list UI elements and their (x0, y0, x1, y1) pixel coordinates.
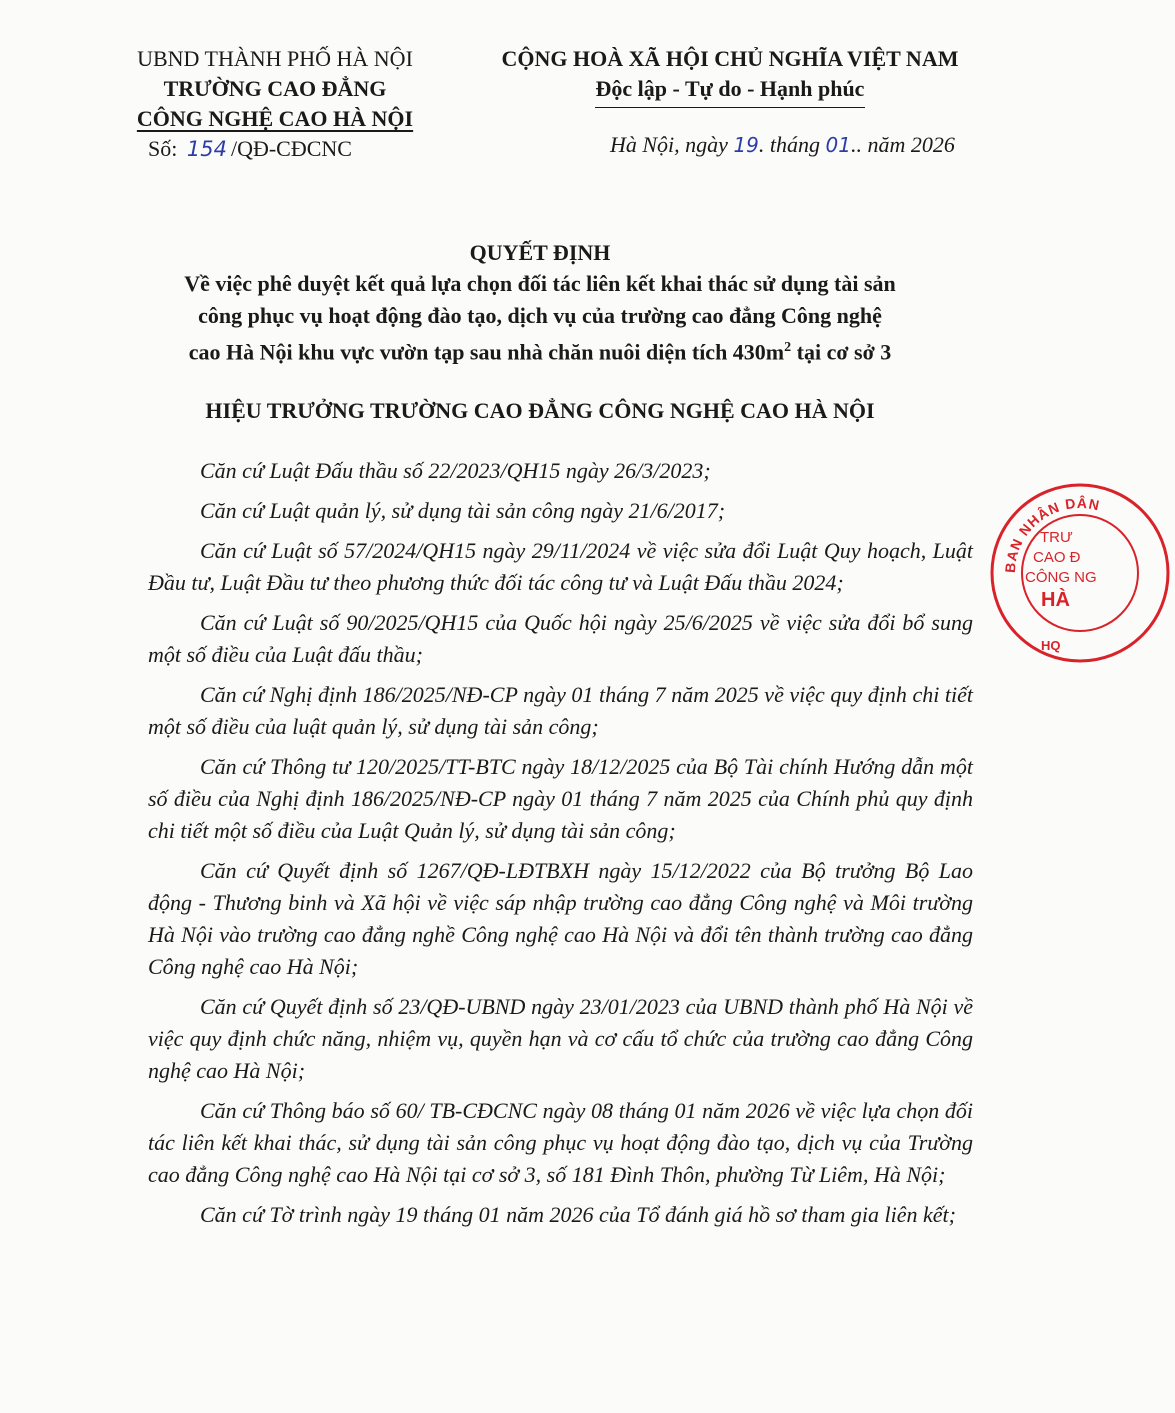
legal-basis-item: Căn cứ Quyết định số 23/QĐ-UBND ngày 23/01/2023 của UBND thành phố Hà Nội về việc quy định chức năng, nhiệm vụ, quyền hạn và cơ cấu tổ chức của trường cao đẳng Công nghệ cao Hà Nội; (148, 994, 973, 1083)
subject-line-3 (90, 332, 990, 368)
legal-basis-item: Căn cứ Thông báo số 60/ TB-CĐCNC ngày 08 tháng 01 năm 2026 về việc lựa chọn đối tác liên kết khai thác, sử dụng tài sản công phục vụ hoạt động đào tạo, dịch vụ của Trường cao đẳng Công nghệ cao Hà Nội tại cơ sở 3, số 181 Đình Thôn, phường Từ Liêm, Hà Nội; (148, 1098, 973, 1187)
official-seal (985, 478, 1175, 668)
issuing-agency (110, 44, 440, 134)
legal-basis-item: Căn cứ Quyết định số 1267/QĐ-LĐTBXH ngày 15/12/2022 của Bộ trưởng Bộ Lao động - Thương binh và Xã hội về việc sáp nhập trường cao đẳng Công nghệ và Môi trường Hà Nội vào trường cao đẳng nghề Công nghệ cao Hà Nội và đổi tên thành trường cao đẳng Công nghệ cao Hà Nội; (148, 858, 973, 979)
legal-basis-item: Căn cứ Luật số 57/2024/QH15 ngày 29/11/2024 về việc sửa đổi Luật Quy hoạch, Luật Đầu tư, Luật Đầu tư theo phương thức đối tác công tư và Luật Đấu thầu 2024; (148, 538, 973, 595)
seal-ring-text-bottom: HQ (1041, 638, 1061, 653)
issuing-authority: HIỆU TRƯỞNG TRƯỜNG CAO ĐẲNG CÔNG NGHỆ CAO HÀ NỘI (205, 398, 875, 423)
subject-line-3-end: tại cơ sở 3 (791, 339, 892, 365)
parent-agency: UBND THÀNH PHỐ HÀ NỘI (137, 46, 413, 71)
seal-inner-line-2: CAO Đ (1033, 549, 1081, 566)
date-month-label: . tháng (758, 132, 821, 157)
subject-line-2: công phục vụ hoạt động đào tạo, dịch vụ của trường cao đẳng Công nghệ (198, 303, 882, 328)
motto-underline (595, 107, 865, 108)
date-prefix: Hà Nội, ngày (610, 132, 728, 157)
decision-heading: QUYẾT ĐỊNH (469, 240, 611, 265)
country-name: CỘNG HOÀ XÃ HỘI CHỦ NGHĨA VIỆT NAM (501, 46, 959, 71)
subject-line-1: Về việc phê duyệt kết quả lựa chọn đối tác liên kết khai thác sử dụng tài sản (184, 271, 896, 296)
legal-basis-item: Căn cứ Luật quản lý, sử dụng tài sản công ngày 21/6/2017; (200, 498, 726, 523)
agency-name-line2: CÔNG NGHỆ CAO HÀ NỘI (136, 106, 414, 131)
area-unit-superscript: 2 (784, 340, 792, 355)
legal-basis-item: Căn cứ Nghị định 186/2025/NĐ-CP ngày 01 tháng 7 năm 2025 về việc quy định chi tiết một số điều của luật quản lý, sử dụng tài sản công; (148, 682, 973, 739)
document-title (90, 238, 990, 368)
legal-bases (148, 455, 973, 1239)
date-day-handwritten: 19 (733, 133, 759, 157)
seal-inner-line-4: HÀ (1041, 589, 1070, 611)
subject-line-3-text: cao Hà Nội khu vực vườn tạp sau nhà chăn nuôi diện tích 430m (188, 339, 785, 365)
doc-number-suffix: /QĐ-CĐCNC (230, 136, 352, 161)
doc-number-handwritten: 154 (186, 137, 227, 161)
legal-basis-item: Căn cứ Luật số 90/2025/QH15 của Quốc hội ngày 25/6/2025 về việc sửa đổi bổ sung một số điều của Luật đấu thầu; (148, 610, 973, 667)
legal-basis-item: Căn cứ Thông tư 120/2025/TT-BTC ngày 18/12/2025 của Bộ Tài chính Hướng dẫn một số điều của Nghị định 186/2025/NĐ-CP ngày 01 tháng 7 năm 2025 của Chính phủ quy định chi tiết một số điều của Luật Quản lý, sử dụng tài sản công; (148, 754, 973, 843)
seal-ring-text: BAN NHÂN DÂN (1001, 494, 1102, 574)
national-header (470, 44, 990, 108)
seal-inner-line-3: CÔNG NG (1025, 569, 1097, 586)
issue-date (610, 132, 955, 158)
legal-basis-item: Căn cứ Luật Đấu thầu số 22/2023/QH15 ngày 26/3/2023; (200, 458, 711, 483)
document-number (148, 136, 352, 162)
national-motto: Độc lập - Tự do - Hạnh phúc (595, 76, 865, 101)
legal-basis-item: Căn cứ Tờ trình ngày 19 tháng 01 năm 2026 của Tổ đánh giá hồ sơ tham gia liên kết; (200, 1202, 956, 1227)
date-year-label: .. năm 2026 (850, 132, 955, 157)
date-month-handwritten: 01 (825, 133, 851, 157)
agency-name-line1: TRƯỜNG CAO ĐẲNG (163, 76, 387, 101)
seal-inner-line-1: TRƯ (1040, 529, 1073, 546)
doc-number-prefix: Số: (148, 136, 178, 161)
